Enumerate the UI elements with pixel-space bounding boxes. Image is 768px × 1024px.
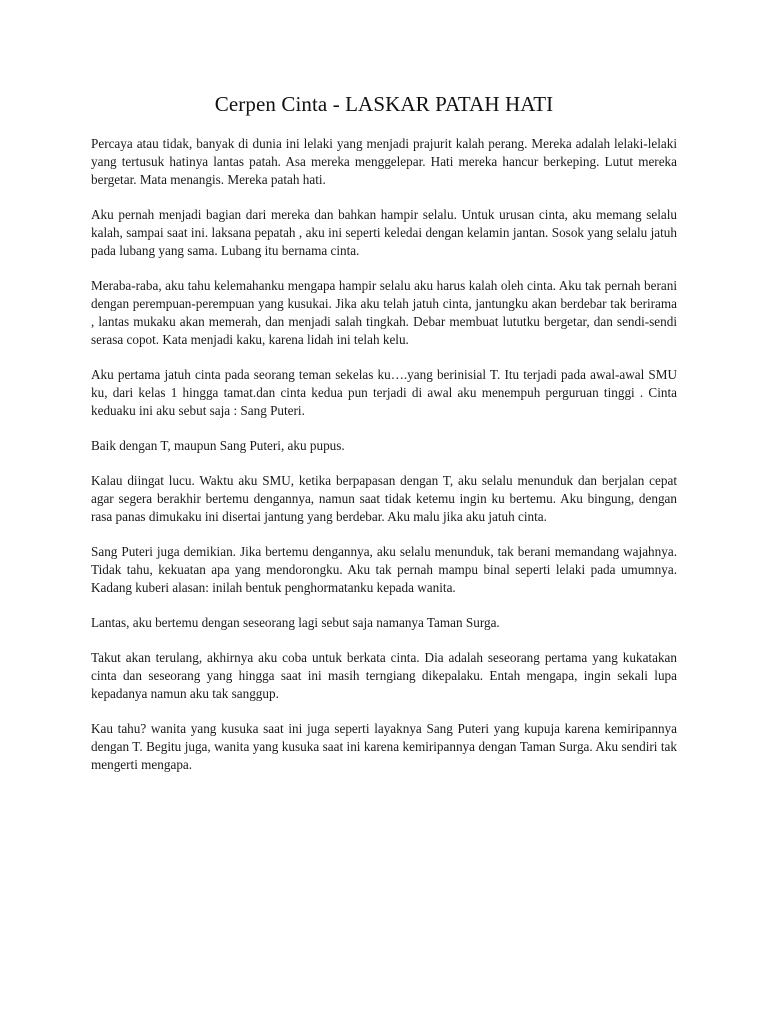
paragraph: Baik dengan T, maupun Sang Puteri, aku pupus. bbox=[91, 438, 345, 453]
paragraph: Lantas, aku bertemu dengan seseorang lagi sebut saja namanya Taman Surga. bbox=[91, 615, 500, 630]
paragraph: Percaya atau tidak, banyak di dunia ini lelaki yang menjadi prajurit kalah perang. Mereka adalah lelaki-lelaki yang tertusuk hatinya lantas patah. Asa mereka menggelepar. Hati mereka hancur berkeping. Lutut mereka bergetar. Mata menangis. Mereka patah hati. bbox=[91, 136, 677, 187]
paragraph: Aku pernah menjadi bagian dari mereka dan bahkan hampir selalu. Untuk urusan cinta, aku memang selalu kalah, sampai saat ini. laksana pepatah , aku ini seperti keledai dengan kelamin jantan. Sosok yang selalu jatuh pada lubang yang sama. Lubang itu bernama cinta. bbox=[91, 207, 677, 258]
paragraph: Takut akan terulang, akhirnya aku coba untuk berkata cinta. Dia adalah seseorang pertama yang kukatakan cinta dan seseorang yang hingga saat ini masih terngiang dikepalaku. Entah mengapa, ingin sekali lupa kepadanya namun aku tak sanggup. bbox=[91, 650, 677, 701]
paragraph: Kalau diingat lucu. Waktu aku SMU, ketika berpapasan dengan T, aku selalu menunduk dan berjalan cepat agar segera berakhir bertemu dengannya, namun saat tidak ketemu ingin ku bertemu. Aku bingung, dengan rasa panas dimukaku ini disertai jantung yang berdebar. Aku malu jika aku jatuh cinta. bbox=[91, 473, 677, 524]
paragraph: Sang Puteri juga demikian. Jika bertemu dengannya, aku selalu menunduk, tak berani memandang wajahnya. Tidak tahu, kekuatan apa yang mendorongku. Aku tak pernah mampu binal seperti lelaki pada umumnya. Kadang kuberi alasan: inilah bentuk penghormatanku kepada wanita. bbox=[91, 544, 677, 595]
document-title: Cerpen Cinta - LASKAR PATAH HATI bbox=[214, 92, 554, 116]
paragraph: Aku pertama jatuh cinta pada seorang teman sekelas ku….yang berinisial T. Itu terjadi pada awal-awal SMU ku, dari kelas 1 hingga tamat.dan cinta kedua pun terjadi di awal aku menempuh perguruan tinggi . Cinta keduaku ini aku sebut saja : Sang Puteri. bbox=[91, 367, 677, 418]
document-body bbox=[91, 135, 677, 791]
paragraph: Kau tahu? wanita yang kusuka saat ini juga seperti layaknya Sang Puteri yang kupuja karena kemiripannya dengan T. Begitu juga, wanita yang kusuka saat ini karena kemiripannya dengan Taman Surga. Aku sendiri tak mengerti mengapa. bbox=[91, 721, 677, 772]
paragraph: Meraba-raba, aku tahu kelemahanku mengapa hampir selalu aku harus kalah oleh cinta. Aku tak pernah berani dengan perempuan-perempuan yang kusukai. Jika aku telah jatuh cinta, jantungku akan berdebar tak berirama , lantas mukaku akan memerah, dan menjadi salah tingkah. Debar membuat lututku bergetar, dan sendi-sendi serasa copot. Kata menjadi kaku, karena lidah ini telah kelu. bbox=[91, 278, 677, 347]
